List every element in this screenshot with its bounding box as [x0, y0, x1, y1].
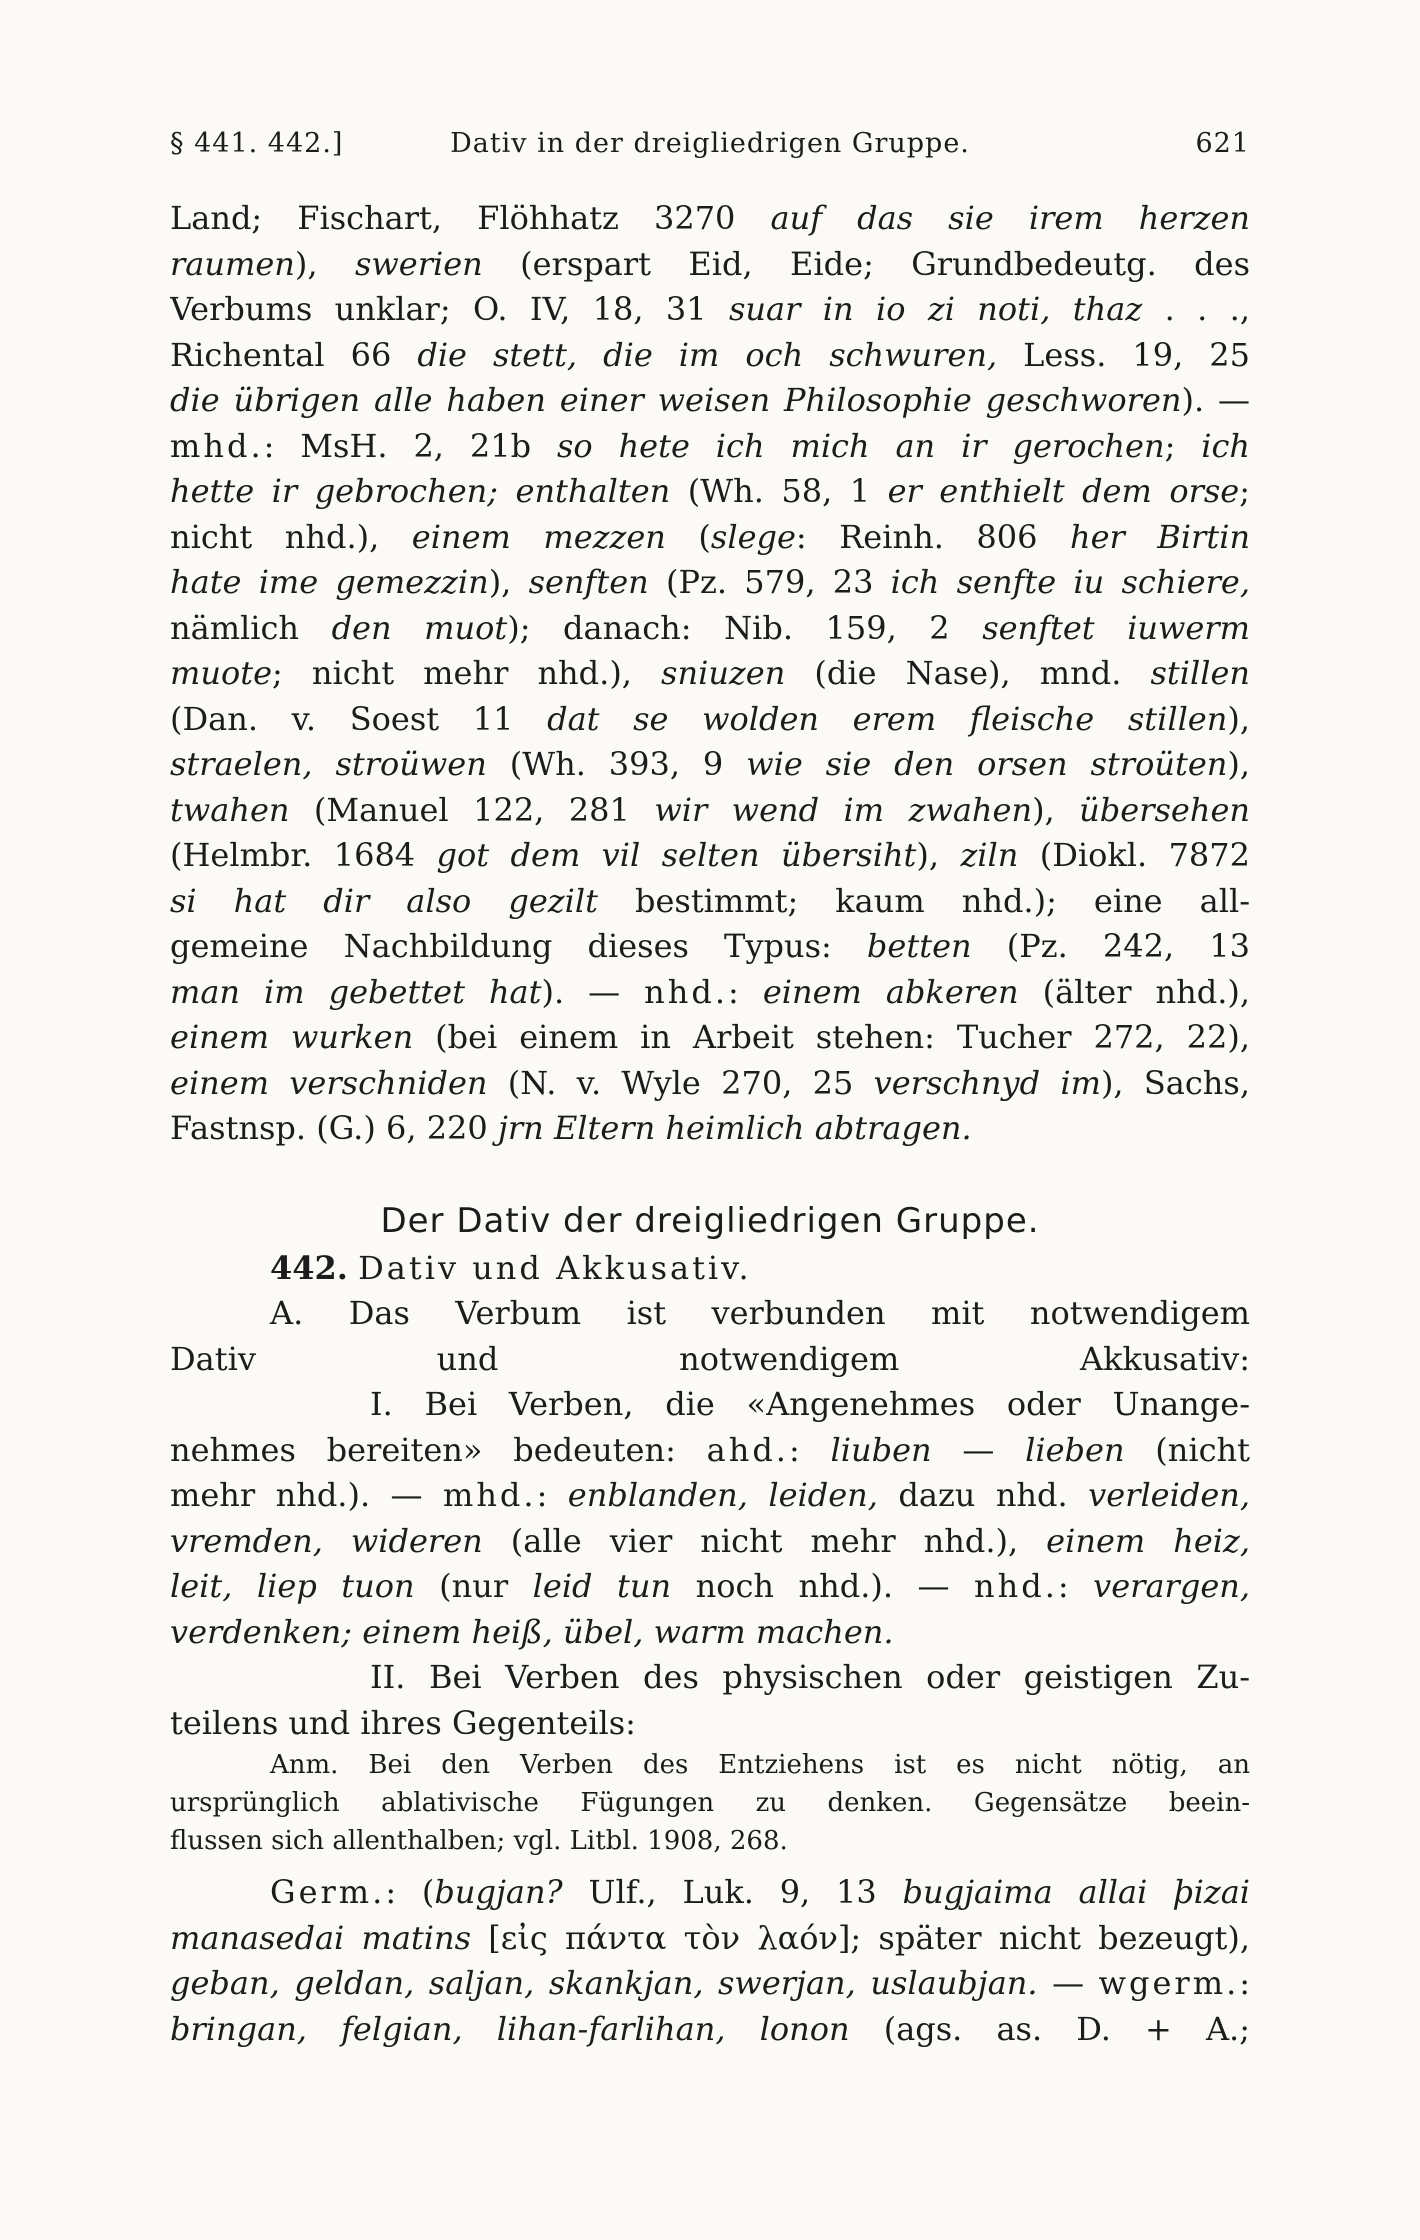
text-line: [170, 1337, 1250, 1383]
text-segment: senftet iuwerm: [982, 608, 1250, 647]
text-segment: : Reinh. 806: [795, 517, 1070, 556]
text-segment: verargen,: [1093, 1567, 1250, 1605]
text-segment: mhd.: [170, 426, 264, 465]
text-segment: :: [1057, 1567, 1094, 1605]
text-segment: (ags. as. D. + A.;: [849, 2009, 1250, 2048]
text-segment: (älter nhd.),: [1018, 972, 1250, 1011]
text-line: [170, 1870, 1250, 1916]
text-segment: einem mezzen: [411, 517, 666, 556]
text-segment: gemeine Nachbildung dieses Typus:: [170, 927, 867, 965]
page-number: 621: [1195, 128, 1250, 159]
text-line: [170, 1382, 1250, 1428]
text-segment: (Dan. v. Soest 11: [170, 699, 548, 738]
text-segment: flussen sich allenthalben; vgl. Litbl. 1908, 268.: [170, 1826, 788, 1856]
text-segment: verleiden,: [1088, 1476, 1250, 1514]
text-segment: A. Das Verbum ist verbunden mit notwendigem: [270, 1294, 1250, 1332]
text-segment: verschnyd im: [873, 1063, 1101, 1102]
text-line: [170, 560, 1250, 606]
text-line: [170, 1746, 1250, 1784]
text-segment: Dativ und notwendigem Akkusativ:: [170, 1339, 1250, 1378]
text-segment: auf das sie irem herzen: [770, 199, 1250, 237]
text-segment: (alle vier nicht mehr nhd.),: [482, 1521, 1047, 1560]
text-segment: ); danach: Nib. 159, 2: [507, 608, 983, 647]
text-line: [170, 833, 1250, 879]
text-line: [170, 1564, 1250, 1610]
section-title: Dativ und Akkusativ.: [358, 1248, 752, 1287]
running-header: [170, 128, 1250, 178]
text-segment: lieben: [1025, 1430, 1125, 1469]
text-segment: ),: [294, 244, 355, 283]
text-segment: her Birtin: [1069, 517, 1250, 556]
text-segment: Less. 19, 25: [997, 335, 1250, 374]
text-segment: (bei einem in Arbeit stehen: Tucher 272, 22),: [413, 1018, 1250, 1056]
text-segment: noch nhd.). —: [671, 1567, 974, 1605]
text-segment: ),: [1227, 745, 1250, 783]
text-segment: (Pz. 242, 13: [971, 927, 1250, 965]
text-line: [170, 196, 1250, 242]
text-segment: bringan, felgian, lihan-farlihan, lonon: [170, 2009, 850, 2048]
text-segment: —: [1037, 1964, 1099, 2002]
text-segment: . . .,: [1142, 290, 1250, 328]
text-segment: enblanden, leiden,: [567, 1476, 878, 1514]
text-segment: liuben: [830, 1430, 932, 1469]
text-segment: bugjaima allai þizai: [902, 1873, 1250, 1911]
text-line: [170, 651, 1250, 697]
text-segment: wgerm.: [1098, 1964, 1240, 2002]
text-line: [170, 879, 1250, 925]
text-line: [170, 1822, 1250, 1860]
text-segment: verdenken; einem heiß, übel, warm machen.: [170, 1612, 894, 1651]
text-line: [170, 1784, 1250, 1822]
text-segment: er enthielt dem orse: [887, 472, 1240, 510]
text-line: [170, 242, 1250, 288]
text-line: [170, 970, 1250, 1016]
text-line: [170, 788, 1250, 834]
text-segment: mhd.: [442, 1476, 537, 1514]
text-line: [170, 2007, 1250, 2053]
text-segment: (Diokl. 7872: [1018, 836, 1250, 874]
text-segment: Ulf., Luk. 9, 13: [562, 1873, 903, 1911]
text-segment: nehmes bereiten» bedeuten:: [170, 1430, 707, 1469]
annotation-block: [170, 1746, 1250, 1860]
text-line: [170, 1473, 1250, 1519]
section-number: 442.: [270, 1248, 348, 1287]
text-line: [170, 1106, 1250, 1152]
paragraph-block-441: [170, 196, 1250, 1152]
text-segment: einem verschniden: [170, 1063, 488, 1102]
text-segment: senften: [528, 563, 649, 601]
text-segment: bestimmt; kaum nhd.); eine all-: [597, 881, 1250, 920]
text-segment: so hete ich mich an ir gerochen: [556, 426, 1165, 465]
text-segment: wir wend im zwahen: [654, 790, 1033, 829]
text-segment: hette ir gebrochen; enthalten: [170, 472, 671, 510]
text-line: [170, 333, 1250, 379]
text-segment: hate ime gemezzin: [170, 563, 489, 601]
text-segment: straelen, stroüwen: [170, 745, 487, 783]
text-segment: :: [728, 972, 763, 1011]
section-heading: Der Dativ der dreigliedrigen Gruppe.: [380, 1200, 1040, 1241]
text-segment: : (: [385, 1873, 435, 1911]
text-segment: ; nicht mehr nhd.),: [272, 654, 662, 692]
text-segment: ich senfte iu schiere,: [890, 563, 1250, 601]
text-segment: (nicht: [1124, 1430, 1250, 1469]
text-segment: betten: [866, 927, 972, 965]
text-segment: Verbums unklar; O. IV, 18, 31: [170, 290, 729, 328]
text-segment: ),: [1227, 699, 1250, 738]
text-segment: mehr nhd.). —: [170, 1476, 443, 1514]
text-segment: ). —: [1181, 381, 1250, 419]
text-segment: II. Bei Verben des physischen oder geistigen Zu-: [370, 1658, 1250, 1696]
text-segment: ziln: [960, 836, 1019, 874]
text-line: [170, 1961, 1250, 2007]
text-segment: ich: [1201, 426, 1250, 465]
running-title: Dativ in der dreigliedrigen Gruppe.: [450, 128, 970, 159]
text-line: [170, 1701, 1250, 1747]
text-segment: [εἰς πάντα τὸν λαόν]; später nicht bezeugt),: [471, 1918, 1250, 1957]
text-segment: nhd.: [974, 1567, 1058, 1605]
text-line: [170, 606, 1250, 652]
text-segment: (Manuel 122, 281: [289, 790, 655, 829]
text-segment: (nur: [414, 1567, 533, 1605]
text-line: [170, 1061, 1250, 1107]
text-segment: wie sie den orsen stroüten: [746, 745, 1228, 783]
text-segment: bugjan?: [434, 1873, 563, 1911]
text-line: [170, 697, 1250, 743]
text-line: [170, 1655, 1250, 1701]
text-segment: raumen: [170, 244, 295, 283]
text-segment: ). —: [541, 972, 645, 1011]
text-segment: dazu nhd.: [877, 1476, 1089, 1514]
text-segment: dat se wolden erem fleische stillen: [547, 699, 1228, 738]
text-segment: : MsH. 2, 21b: [263, 426, 557, 465]
text-segment: ),: [916, 836, 961, 874]
text-line: [170, 1015, 1250, 1061]
text-segment: ), Sachs,: [1100, 1063, 1250, 1102]
text-segment: leit, liep tuon: [170, 1567, 415, 1605]
text-segment: ),: [1032, 790, 1080, 829]
text-segment: den muot: [331, 608, 508, 647]
text-line: [170, 515, 1250, 561]
text-segment: ursprünglich ablativische Fügungen zu denken. Gegensätze beein-: [170, 1788, 1250, 1818]
text-segment: —: [931, 1430, 1026, 1469]
text-segment: die übrigen alle haben einer weisen Philosophie geschworen: [170, 381, 1182, 419]
text-segment: slege: [710, 517, 796, 556]
text-line: [170, 742, 1250, 788]
text-segment: I. Bei Verben, die «Angenehmes oder Unange-: [370, 1385, 1250, 1423]
text-segment: (Helmbr. 1684: [170, 836, 437, 874]
text-line: [170, 1610, 1250, 1656]
text-segment: teilens und ihres Gegenteils:: [170, 1703, 636, 1742]
text-segment: die stett, die im och schwuren,: [417, 335, 998, 374]
text-segment: manasedai matins: [170, 1918, 472, 1957]
text-segment: Land; Fischart, Flöhhatz 3270: [170, 199, 771, 237]
text-segment: ahd.: [706, 1430, 789, 1469]
text-segment: einem abkeren: [762, 972, 1019, 1011]
text-line: [170, 1428, 1250, 1474]
text-segment: :: [1239, 1964, 1250, 2002]
text-segment: ),: [488, 563, 529, 601]
text-segment: ;: [1239, 472, 1250, 510]
text-segment: nämlich: [170, 608, 332, 647]
text-segment: jrn Eltern heimlich abtragen.: [497, 1109, 972, 1147]
text-segment: :: [536, 1476, 568, 1514]
text-segment: übersehen: [1079, 790, 1250, 829]
text-segment: (: [665, 517, 711, 556]
text-line: [170, 378, 1250, 424]
page-body: [170, 196, 1250, 2052]
text-segment: (Wh. 58, 1: [670, 472, 888, 510]
text-segment: (die Nase), mnd.: [785, 654, 1151, 692]
text-segment: Germ.: [270, 1873, 386, 1911]
text-line: [170, 287, 1250, 333]
text-segment: einem wurken: [170, 1018, 414, 1056]
text-segment: stillen: [1150, 654, 1250, 692]
text-segment: :: [788, 1430, 831, 1469]
text-segment: swerien: [354, 244, 483, 283]
text-segment: ;: [1164, 426, 1202, 465]
text-segment: einem heiz,: [1046, 1521, 1250, 1560]
text-segment: (Pz. 579, 23: [648, 563, 891, 601]
text-segment: man im gebettet hat: [170, 972, 542, 1011]
text-segment: (erspart Eid, Eide; Grundbedeutg. des: [482, 244, 1250, 283]
text-segment: suar in io zi noti, thaz: [728, 290, 1143, 328]
text-segment: nhd.: [644, 972, 729, 1011]
paragraph-block-442-a: [170, 1291, 1250, 1746]
text-line: [170, 924, 1250, 970]
text-line: [170, 1916, 1250, 1962]
text-line: [170, 424, 1250, 470]
text-line: [170, 1519, 1250, 1565]
text-segment: vremden, wideren: [170, 1521, 483, 1560]
text-segment: muote: [170, 654, 273, 692]
text-segment: (N. v. Wyle 270, 25: [487, 1063, 874, 1102]
text-segment: twahen: [170, 790, 290, 829]
text-line: [170, 1291, 1250, 1337]
text-line: [170, 469, 1250, 515]
text-segment: (Wh. 393, 9: [486, 745, 747, 783]
text-segment: Fastnsp. (G.) 6, 220: [170, 1109, 498, 1147]
section-reference: § 441. 442.]: [170, 128, 344, 159]
text-segment: si hat dir also gezilt: [170, 881, 598, 920]
section-title-line: [170, 1246, 1250, 1292]
text-segment: geban, geldan, saljan, skankjan, swerjan, uslaubjan.: [170, 1964, 1038, 2002]
paragraph-block-germ: [170, 1870, 1250, 2052]
text-segment: sniuzen: [661, 654, 786, 692]
text-segment: Richental 66: [170, 335, 418, 374]
text-segment: Anm. Bei den Verben des Entziehens ist es nicht nötig, an: [270, 1750, 1250, 1780]
text-segment: leid tun: [532, 1567, 672, 1605]
text-segment: got dem vil selten übersiht: [436, 836, 917, 874]
text-segment: nicht nhd.),: [170, 517, 412, 556]
